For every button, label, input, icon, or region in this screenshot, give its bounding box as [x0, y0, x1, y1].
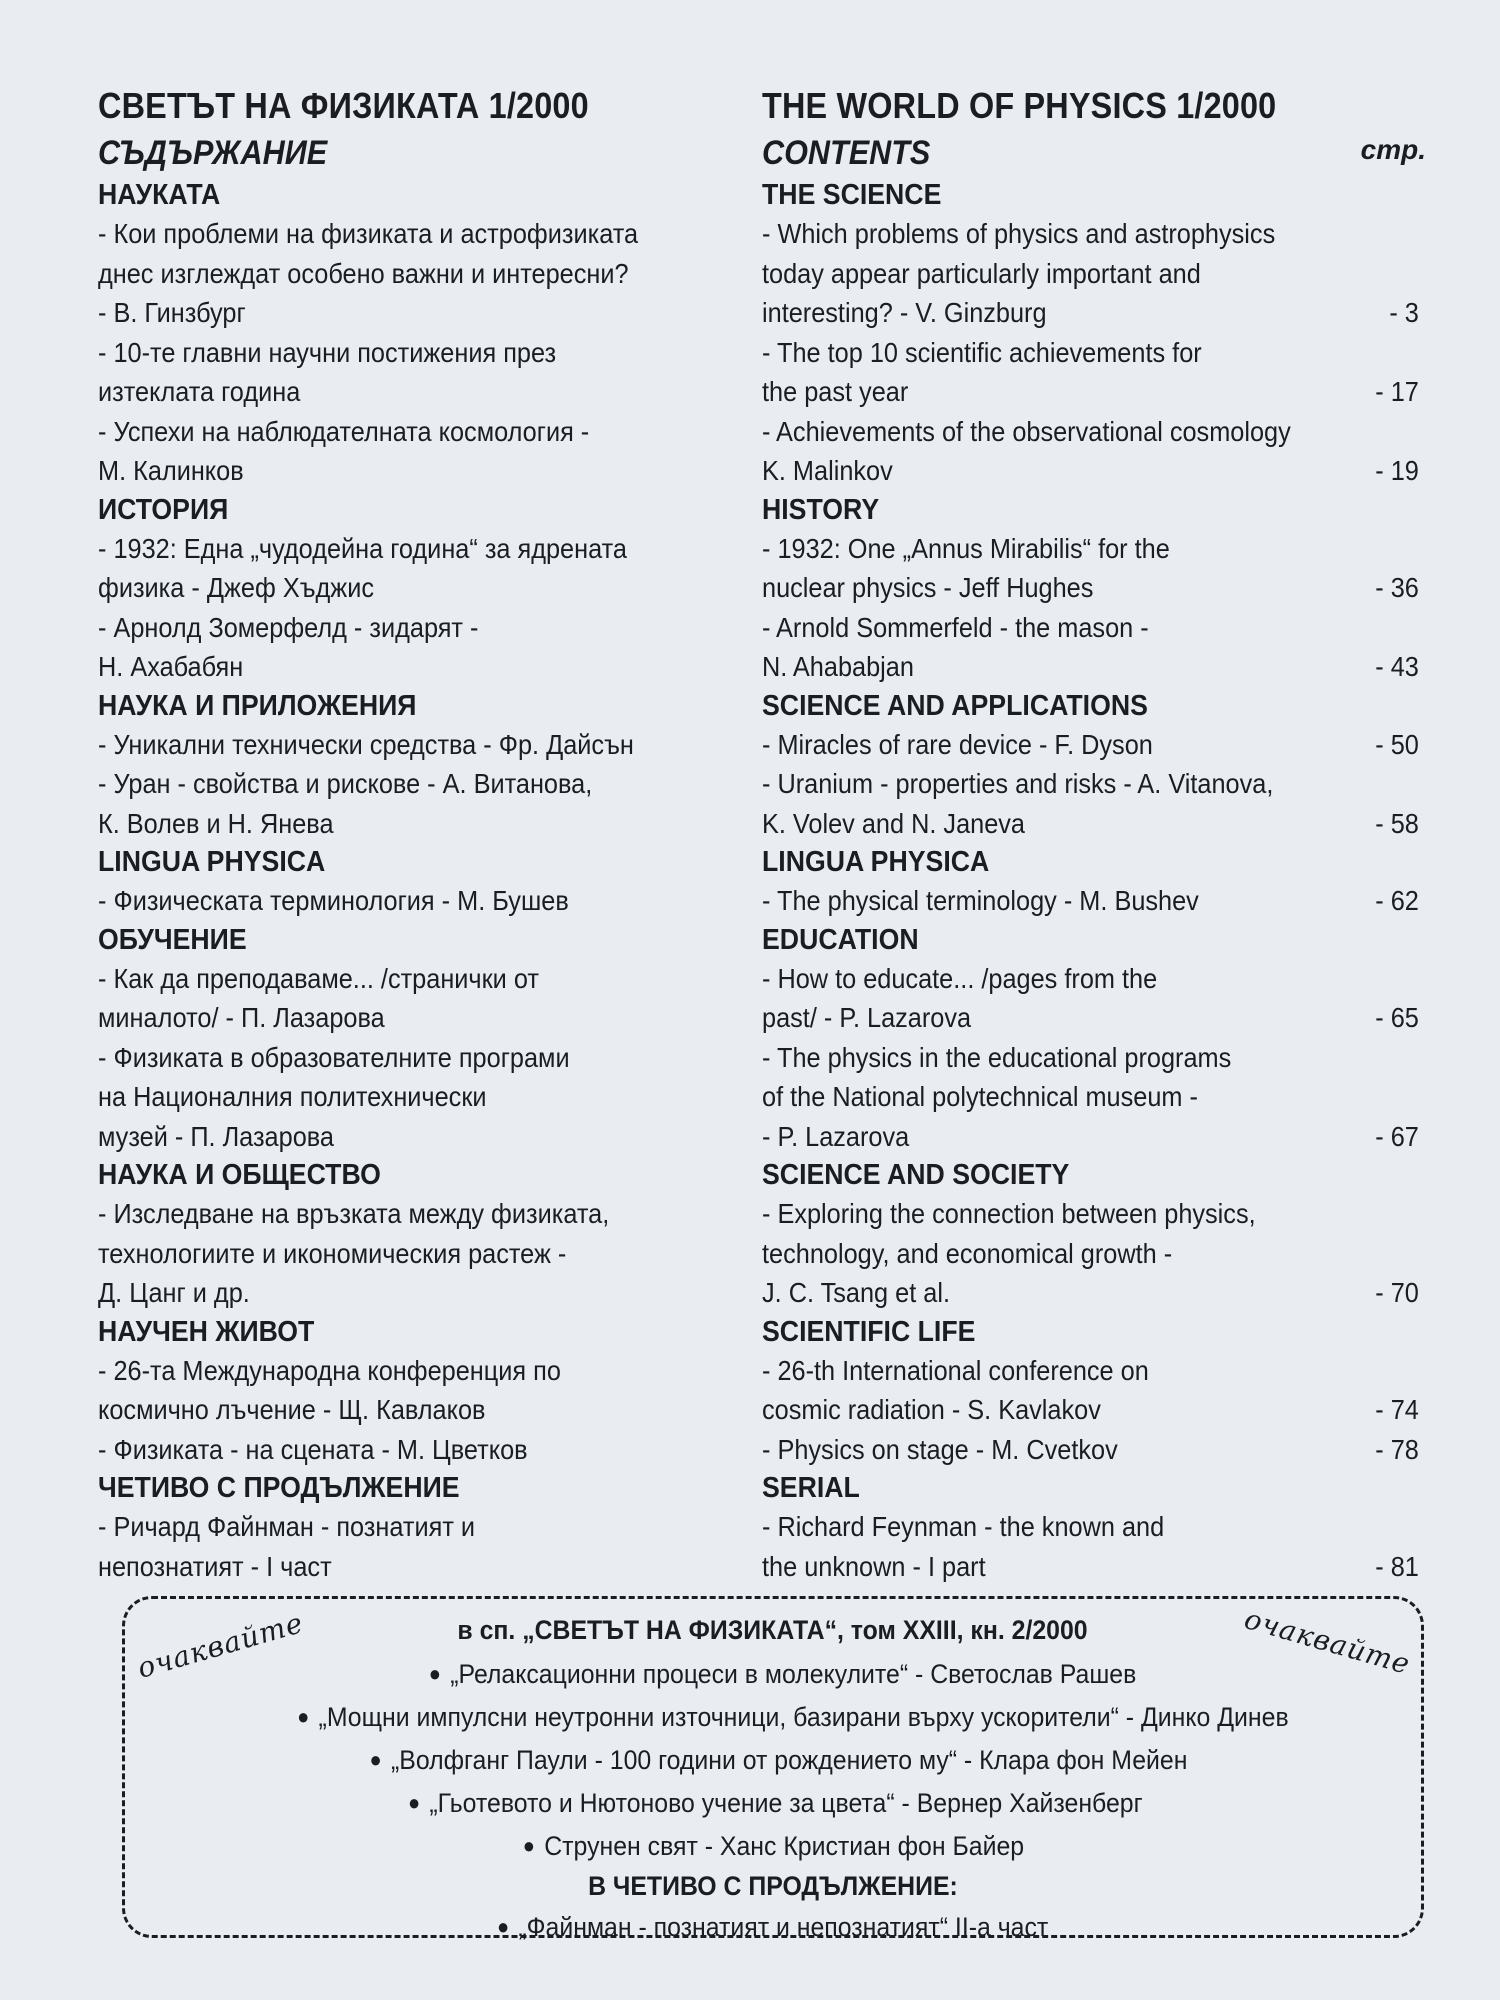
contents-entry [98, 764, 687, 843]
entry-line: the past year [762, 376, 909, 407]
section-heading: SCIENCE AND APPLICATIONS [762, 689, 1148, 722]
contents-english [762, 82, 1432, 1586]
contents-entry [762, 1194, 1419, 1313]
entry-line: Н. Ахабабян [98, 651, 244, 682]
page-number: - 65 [1375, 1002, 1419, 1033]
page-number: - 43 [1375, 651, 1419, 682]
entry-line: музей - П. Лазарова [98, 1120, 335, 1152]
entry-line: K. Volev and N. Janeva [762, 807, 1026, 839]
entry-line: - The top 10 scientific achievements for [762, 336, 1202, 368]
entry-line: - Exploring the connection between physics, [762, 1198, 1256, 1229]
entry-line: - 10-те главни научни постижения през [98, 336, 557, 368]
contents-entry [98, 959, 687, 1038]
upcoming-item: ● Струнен свят - Ханс Кристиан фон Байер [125, 1824, 1421, 1868]
entry-line: Д. Цанг и др. [98, 1277, 250, 1308]
contents-entry [762, 764, 1419, 843]
section-heading: ЧЕТИВО С ПРОДЪЛЖЕНИЕ [98, 1472, 460, 1504]
section-heading: LINGUA PHYSICA [762, 846, 990, 878]
entry-line: N. Ahababjan [762, 651, 914, 682]
page-number: - 62 [1375, 885, 1419, 916]
contents-entry [98, 1194, 687, 1313]
contents-entry [98, 881, 687, 921]
entry-line: - Успехи на наблюдателната космология - [98, 415, 590, 447]
entry-line: - Уникални технически средства - Фр. Дайсън [98, 728, 634, 760]
entry-line: космично лъчение - Щ. Кавлаков [98, 1394, 486, 1425]
section-heading: LINGUA PHYSICA [98, 846, 326, 878]
sections-bg [98, 176, 738, 1586]
contents-bulgarian [98, 82, 738, 1586]
contents-entry [762, 959, 1419, 1038]
entry-line: - 1932: Една „чудодейна година“ за ядрената [98, 532, 627, 564]
contents-entry [762, 1351, 1419, 1430]
entry-line: непознатият - I част [98, 1550, 332, 1582]
entry-line: the unknown - I part [762, 1550, 986, 1582]
contents-entry [762, 333, 1419, 412]
page-number: - 81 [1375, 1550, 1419, 1582]
entry-line: - How to educate... /pages from the [762, 962, 1158, 994]
entry-line: технологиите и икономическия растеж - [98, 1237, 567, 1269]
contents-entry [98, 412, 687, 491]
contents-entry [98, 214, 687, 333]
entry-line: - Richard Feynman - the known and [762, 1511, 1165, 1542]
entry-line: - P. Lazarova [762, 1120, 910, 1152]
contents-entry [98, 1038, 687, 1157]
page-number: - 74 [1375, 1394, 1419, 1425]
contents-entry [762, 529, 1419, 608]
page-number: - 67 [1375, 1120, 1419, 1152]
section-heading: НАУКА И ОБЩЕСТВО [98, 1159, 381, 1191]
entry-line: cosmic radiation - S. Kavlakov [762, 1394, 1101, 1425]
page-number: - 17 [1375, 376, 1419, 407]
page-column-label: стр. [1360, 134, 1426, 165]
upcoming-item: ● „Релаксационни процеси в молекулите“ - Светослав Рашев [125, 1652, 1431, 1696]
page-number: - 58 [1375, 807, 1419, 839]
page-number: - 19 [1375, 455, 1419, 486]
entry-line: - Изследване на връзката между физиката, [98, 1198, 610, 1229]
upcoming-issue-box [122, 1596, 1424, 1942]
entry-line: - Физическата терминология - М. Бушев [98, 885, 569, 916]
entry-line: - 26-th International conference on [762, 1354, 1149, 1386]
entry-line: - Ричард Файнман - познатият и [98, 1511, 476, 1542]
section-heading: НАУКА И ПРИЛОЖЕНИЯ [98, 689, 417, 722]
entry-line: изтеклата година [98, 376, 301, 407]
upcoming-item: ● „Волфганг Паули - 100 години от рождението му“ - Клара фон Мейен [125, 1738, 1427, 1782]
entry-line: М. Калинков [98, 455, 244, 486]
contents-entry [762, 881, 1419, 921]
expect-stamp-left: очаквайте [133, 1606, 308, 1685]
entry-line: past/ - P. Lazarova [762, 1002, 972, 1033]
upcoming-heading: в сп. „СВЕТЪТ НА ФИЗИКАТА“, том XXIII, кн. 2/2000 [457, 1615, 1089, 1645]
entry-line: - 1932: One „Annus Mirabilis“ for the [762, 532, 1170, 564]
entry-line: - Уран - свойства и рискове - А. Витанова, [98, 768, 593, 799]
entry-line: - Physics on stage - M. Cvetkov [762, 1433, 1118, 1465]
entry-line: - The physics in the educational programs [762, 1041, 1232, 1073]
page-number: - 36 [1375, 572, 1419, 603]
contents-entry [98, 1351, 687, 1430]
section-heading: НАУКАТА [98, 179, 221, 211]
serial-heading: В ЧЕТИВО С ПРОДЪЛЖЕНИЕ: [588, 1871, 958, 1901]
page-number: - 50 [1375, 728, 1419, 760]
entry-line: K. Malinkov [762, 455, 893, 486]
entry-line: физика - Джеф Хъджис [98, 572, 374, 603]
section-heading: EDUCATION [762, 923, 919, 956]
entry-line: - Кои проблеми на физиката и астрофизиката [98, 218, 639, 249]
upcoming-item: ● „Мощни импулсни неутронни източници, базирани върху ускорители“ - Динко Динев [125, 1695, 1441, 1739]
entry-line: J. C. Tsang et al. [762, 1277, 950, 1308]
contents-entry [98, 1507, 687, 1586]
section-heading: SCIENCE AND SOCIETY [762, 1159, 1070, 1191]
page-number: - 78 [1375, 1433, 1419, 1465]
entry-line: днес изглеждат особено важни и интересни? [98, 257, 629, 289]
entry-line: - В. Гинзбург [98, 297, 246, 328]
section-heading: HISTORY [762, 493, 880, 526]
entry-line: - Miracles of rare device - F. Dyson [762, 728, 1153, 760]
section-heading: SERIAL [762, 1472, 860, 1504]
entry-line: of the National polytechnical museum - [762, 1081, 1198, 1112]
entry-line: - Физиката в образователните програми [98, 1041, 570, 1073]
contents-entry [762, 1038, 1419, 1157]
contents-entry [98, 529, 687, 608]
entry-line: - Achievements of the observational cosmology [762, 415, 1291, 447]
entry-line: interesting? - V. Ginzburg [762, 297, 1047, 328]
serial-item: ● „Файнман - познатият и непознатият“ II-а част [125, 1905, 1421, 1949]
entry-line: - Как да преподаваме... /странички от [98, 962, 539, 994]
contents-entry [762, 725, 1419, 765]
entry-line: - 26-та Международна конференция по [98, 1354, 561, 1386]
upcoming-item: ● „Гьотевото и Нютоново учение за цвета“ - Вернер Хайзенберг [125, 1781, 1423, 1825]
entry-line: - Which problems of physics and astrophysics [762, 218, 1276, 249]
journal-title-bg: СВЕТЪТ НА ФИЗИКАТА 1/2000 [98, 85, 589, 126]
entry-line: nuclear physics - Jeff Hughes [762, 572, 1094, 603]
entry-line: today appear particularly important and [762, 257, 1201, 289]
contents-heading-row [762, 130, 1432, 176]
entry-line: К. Волев и Н. Янева [98, 807, 334, 839]
contents-entry [762, 214, 1419, 333]
contents-entry [762, 412, 1419, 491]
contents-entry [762, 1507, 1419, 1586]
entry-line: - Физиката - на сцената - М. Цветков [98, 1433, 528, 1465]
journal-title-en: THE WORLD OF PHYSICS 1/2000 [762, 85, 1277, 126]
contents-entry [762, 1430, 1419, 1470]
entry-line: technology, and economical growth - [762, 1237, 1173, 1269]
contents-entry [98, 725, 687, 765]
contents-entry [762, 608, 1419, 687]
entry-line: - Арнолд Зомерфелд - зидарят - [98, 611, 479, 643]
section-heading: THE SCIENCE [762, 179, 942, 211]
contents-heading-bg: СЪДЪРЖАНИЕ [98, 134, 328, 172]
sections-en [762, 176, 1432, 1586]
expect-stamp-right: очаквайте [1240, 1602, 1415, 1681]
contents-entry [98, 1430, 687, 1470]
entry-line: - Arnold Sommerfeld - the mason - [762, 611, 1149, 643]
section-heading: НАУЧЕН ЖИВОТ [98, 1315, 315, 1348]
section-heading: SCIENTIFIC LIFE [762, 1315, 976, 1348]
section-heading: ОБУЧЕНИЕ [98, 923, 247, 956]
entry-line: - The physical terminology - M. Bushev [762, 885, 1199, 916]
entry-line: миналото/ - П. Лазарова [98, 1002, 385, 1033]
page-number: - 70 [1375, 1277, 1419, 1308]
contents-entry [98, 333, 687, 412]
contents-heading-en: CONTENTS [762, 134, 931, 172]
entry-line: - Uranium - properties and risks - A. Vitanova, [762, 768, 1274, 799]
section-heading: ИСТОРИЯ [98, 493, 229, 526]
page-number: - 3 [1389, 297, 1419, 328]
entry-line: на Националния политехнически [98, 1081, 487, 1112]
contents-entry [98, 608, 687, 687]
